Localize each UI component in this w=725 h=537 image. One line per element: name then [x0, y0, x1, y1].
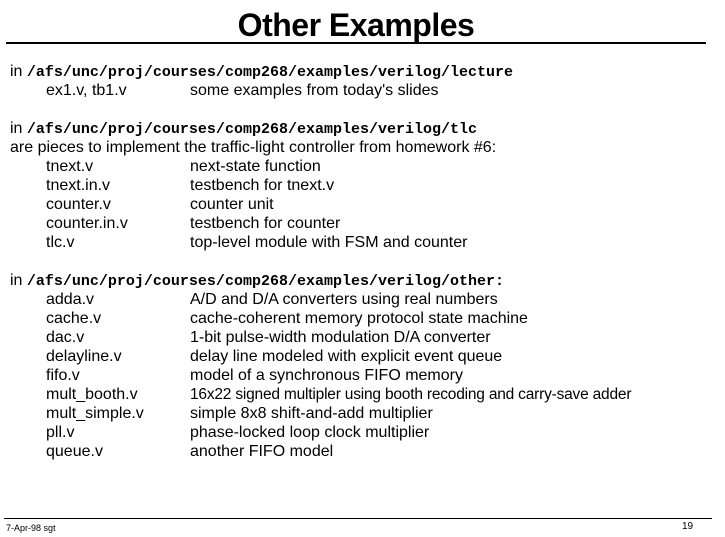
section-path-line	[10, 119, 477, 139]
file-description: cache-coherent memory protocol state machine	[190, 310, 528, 327]
file-name: ex1.v, tb1.v	[46, 82, 127, 99]
file-description: next-state function	[190, 158, 321, 175]
file-description: counter unit	[190, 196, 274, 213]
file-description: 1-bit pulse-width modulation D/A converter	[190, 329, 491, 346]
file-name: mult_simple.v	[46, 405, 144, 422]
file-name: tnext.in.v	[46, 177, 111, 194]
file-description: A/D and D/A converters using real numbers	[190, 291, 498, 308]
file-name: queue.v	[46, 443, 103, 460]
file-description: 16x22 signed multipler using booth recoding and carry-save adder	[190, 386, 632, 403]
file-description: simple 8x8 shift-and-add multiplier	[190, 405, 433, 422]
directory-path: /afs/unc/proj/courses/comp268/examples/verilog/lecture	[26, 64, 513, 81]
section-path-line	[10, 62, 513, 82]
file-name: tlc.v	[46, 234, 75, 251]
file-name: counter.v	[46, 196, 111, 213]
footer-rule	[4, 518, 712, 519]
file-description: delay line modeled with explicit event queue	[190, 348, 503, 365]
path-prefix: in	[10, 63, 27, 80]
slide-title: Other Examples	[237, 7, 475, 43]
directory-path: /afs/unc/proj/courses/comp268/examples/verilog/other:	[26, 273, 504, 290]
file-name: cache.v	[46, 310, 102, 327]
path-prefix: in	[10, 120, 27, 137]
file-name: counter.in.v	[46, 215, 128, 232]
file-name: adda.v	[46, 291, 95, 308]
footer-date: 7-Apr-98 sgt	[6, 523, 56, 533]
path-prefix: in	[10, 272, 27, 289]
file-name: mult_booth.v	[46, 386, 138, 403]
title-underline	[6, 42, 706, 44]
file-description: some examples from today's slides	[190, 82, 439, 99]
file-description: testbench for tnext.v	[190, 177, 335, 194]
file-name: fifo.v	[46, 367, 80, 384]
file-description: model of a synchronous FIFO memory	[190, 367, 463, 384]
section-path-line	[10, 271, 504, 291]
file-description: top-level module with FSM and counter	[190, 234, 468, 251]
directory-path: /afs/unc/proj/courses/comp268/examples/verilog/tlc	[26, 121, 477, 138]
file-name: delayline.v	[46, 348, 122, 365]
file-name: pll.v	[46, 424, 75, 441]
section-intro: are pieces to implement the traffic-light controller from homework #6:	[10, 139, 497, 156]
page-number: 19	[682, 521, 694, 532]
file-description: phase-locked loop clock multiplier	[190, 424, 430, 441]
file-description: testbench for counter	[190, 215, 341, 232]
file-name: dac.v	[46, 329, 85, 346]
file-description: another FIFO model	[190, 443, 334, 460]
file-name: tnext.v	[46, 158, 94, 175]
